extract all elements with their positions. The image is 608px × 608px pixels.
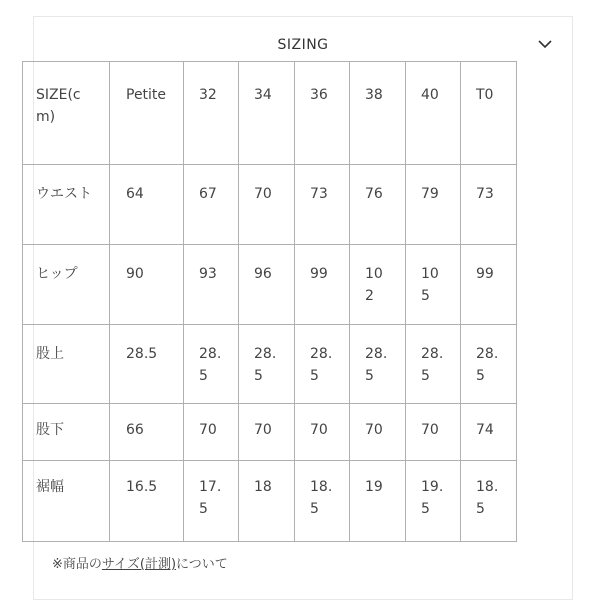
note-suffix: について [176,557,228,572]
table-cell [461,165,517,245]
table-cell [295,404,350,461]
table-cell-text: 28.5 [199,346,222,384]
table-cell [239,325,295,404]
table-cell-text: 19 [365,479,383,495]
row-label [23,404,110,461]
row-label-text: 裾幅 [36,479,64,495]
table-cell-text: 99 [476,266,494,282]
column-header [110,62,184,165]
column-header-text: T0 [476,87,494,103]
table-cell [184,325,239,404]
table-cell [184,165,239,245]
table-cell-text: 73 [310,186,328,202]
table-cell [110,404,184,461]
column-header [23,62,110,165]
table-cell-text: 67 [199,186,217,202]
column-header-text: 34 [254,87,272,103]
column-header-text: 32 [199,87,217,103]
row-label [23,325,110,404]
table-cell-text: 28.5 [476,346,499,384]
table-row [23,325,517,404]
table-cell [406,325,461,404]
table-cell-text: 18 [254,479,272,495]
table-cell-text: 74 [476,422,494,438]
table-cell [406,165,461,245]
row-label [23,165,110,245]
table-cell-text: 76 [365,186,383,202]
table-cell-text: 70 [365,422,383,438]
column-header-text: 36 [310,87,328,103]
table-cell [184,404,239,461]
table-cell [350,461,406,542]
table-cell-text: 18.5 [310,479,333,517]
table-cell [461,404,517,461]
chevron-down-icon[interactable] [536,35,554,53]
table-cell [406,461,461,542]
table-cell-text: 66 [126,422,144,438]
table-cell [350,404,406,461]
row-label-text: ウエスト [36,186,92,202]
table-cell-text: 16.5 [126,479,158,495]
column-header-text: Petite [126,87,167,103]
table-cell-text: 70 [310,422,328,438]
table-cell-text: 19.5 [421,479,444,517]
table-row [23,245,517,325]
table-cell [110,325,184,404]
column-header [406,62,461,165]
table-cell [295,461,350,542]
column-header [184,62,239,165]
size-measure-link[interactable]: サイズ(計測) [101,557,177,572]
table-cell-text: 18.5 [476,479,499,517]
table-row [23,165,517,245]
table-row [23,404,517,461]
row-label-text: ヒップ [36,266,78,282]
table-cell-text: 28.5 [126,346,158,362]
table-cell [110,245,184,325]
table-cell [350,245,406,325]
table-cell [406,404,461,461]
row-label-text: 股下 [36,422,64,438]
table-cell-text: 70 [254,422,272,438]
column-header-text: SIZE(cm) [36,87,81,125]
row-label-text: 股上 [36,346,64,362]
table-cell [461,245,517,325]
table-cell-text: 79 [421,186,439,202]
table-cell-text: 28.5 [310,346,333,384]
column-header [239,62,295,165]
table-cell-text: 99 [310,266,328,282]
column-header-text: 38 [365,87,383,103]
table-cell [461,461,517,542]
table-cell [295,245,350,325]
table-cell [184,461,239,542]
table-cell-text: 64 [126,186,144,202]
table-cell [184,245,239,325]
table-cell [295,165,350,245]
sizing-title: SIZING [277,37,329,53]
table-cell-text: 28.5 [365,346,388,384]
table-cell-text: 102 [365,266,383,304]
size-table-body [23,62,517,542]
table-header-row [23,62,517,165]
column-header [295,62,350,165]
table-cell-text: 17.5 [199,479,222,517]
table-cell-text: 70 [199,422,217,438]
size-note [52,553,228,572]
table-cell-text: 70 [254,186,272,202]
table-cell-text: 96 [254,266,272,282]
row-label [23,245,110,325]
table-cell [239,461,295,542]
row-label [23,461,110,542]
table-cell-text: 73 [476,186,494,202]
table-row [23,461,517,542]
table-cell [350,165,406,245]
table-cell [350,325,406,404]
table-cell-text: 28.5 [254,346,277,384]
table-cell-text: 28.5 [421,346,444,384]
table-cell [295,325,350,404]
table-cell [239,245,295,325]
table-cell [239,404,295,461]
table-cell [239,165,295,245]
table-cell-text: 90 [126,266,144,282]
column-header-text: 40 [421,87,439,103]
note-prefix: ※商品の [52,557,102,572]
size-table [22,61,517,542]
table-cell [110,461,184,542]
table-cell-text: 105 [421,266,439,304]
column-header [350,62,406,165]
table-cell [461,325,517,404]
column-header [461,62,517,165]
table-cell [406,245,461,325]
table-cell-text: 70 [421,422,439,438]
table-cell-text: 93 [199,266,217,282]
table-cell [110,165,184,245]
